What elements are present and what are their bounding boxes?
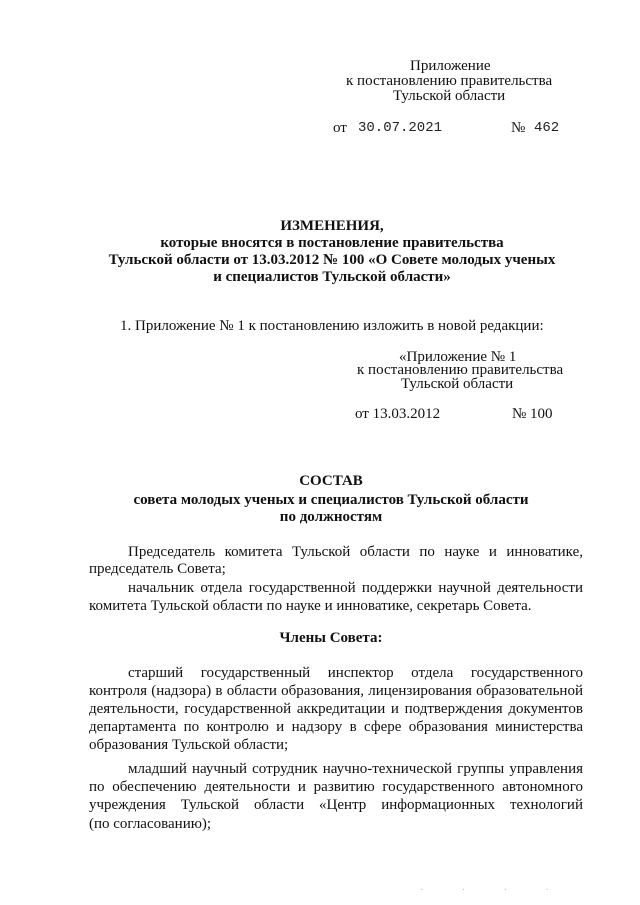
changes-heading: ИЗМЕНЕНИЯ, bbox=[280, 218, 384, 234]
inner-appendix-region-line: Тульской области bbox=[401, 376, 514, 392]
member-2-line2: по обеспечению деятельности и развитию государственного автономного bbox=[89, 779, 583, 795]
member-2-line4: (по согласованию); bbox=[89, 816, 212, 832]
composition-title-line1: совета молодых ученых и специалистов Тульской области bbox=[133, 492, 529, 508]
composition-title-line2: по должностям bbox=[279, 509, 383, 525]
chair-paragraph-line2: председатель Совета; bbox=[89, 561, 226, 577]
inner-appendix-resolution-line: к постановлению правительства bbox=[357, 362, 564, 378]
member-1-line2: контроля (надзора) в области образования, лицензирования образовательной bbox=[89, 683, 583, 699]
date-prefix: от bbox=[333, 120, 347, 136]
resolution-date: 30.07.2021 bbox=[358, 120, 443, 136]
member-1-line3: деятельности, государственной аккредитации и подтверждения документов bbox=[89, 701, 583, 717]
number-prefix: № bbox=[511, 120, 526, 136]
appendix-resolution-line: к постановлению правительства bbox=[346, 73, 553, 89]
inner-appendix-label: «Приложение № 1 bbox=[399, 349, 517, 365]
member-2-line1: младший научный сотрудник научно-технической группы управления bbox=[128, 761, 583, 777]
appendix-region-line: Тульской области bbox=[393, 88, 506, 104]
member-1-line1: старший государственный инспектор отдела государственного bbox=[128, 665, 583, 681]
changes-title-line1: которые вносятся в постановление правительства bbox=[160, 235, 504, 251]
changes-title-line2: Тульской области от 13.03.2012 № 100 «О Совете молодых ученых bbox=[108, 252, 556, 268]
inner-date: от 13.03.2012 bbox=[355, 406, 441, 422]
changes-title-line3: и специалистов Тульской области» bbox=[213, 269, 451, 285]
item-1-text: 1. Приложение № 1 к постановлению изложить в новой редакции: bbox=[120, 318, 544, 334]
chair-paragraph-line1: Председатель комитета Тульской области по науке и инноватике, bbox=[128, 544, 583, 560]
members-heading: Члены Совета: bbox=[279, 630, 383, 646]
appendix-label: Приложение bbox=[410, 58, 491, 74]
member-2-line3: учреждения Тульской области «Центр информационных технологий bbox=[89, 797, 583, 813]
member-1-line4: департамента по контролю и надзору в сфере образования министерства bbox=[89, 719, 583, 735]
member-1-line5: образования Тульской области; bbox=[89, 737, 289, 753]
scan-speckles: · · · · bbox=[420, 885, 567, 896]
inner-number: № 100 bbox=[512, 406, 553, 422]
secretary-paragraph-line1: начальник отдела государственной поддержки научной деятельности bbox=[128, 580, 583, 596]
resolution-number: 462 bbox=[534, 120, 560, 136]
composition-heading: СОСТАВ bbox=[299, 473, 363, 489]
secretary-paragraph-line2: комитета Тульской области по науке и инноватике, секретарь Совета. bbox=[89, 598, 532, 614]
